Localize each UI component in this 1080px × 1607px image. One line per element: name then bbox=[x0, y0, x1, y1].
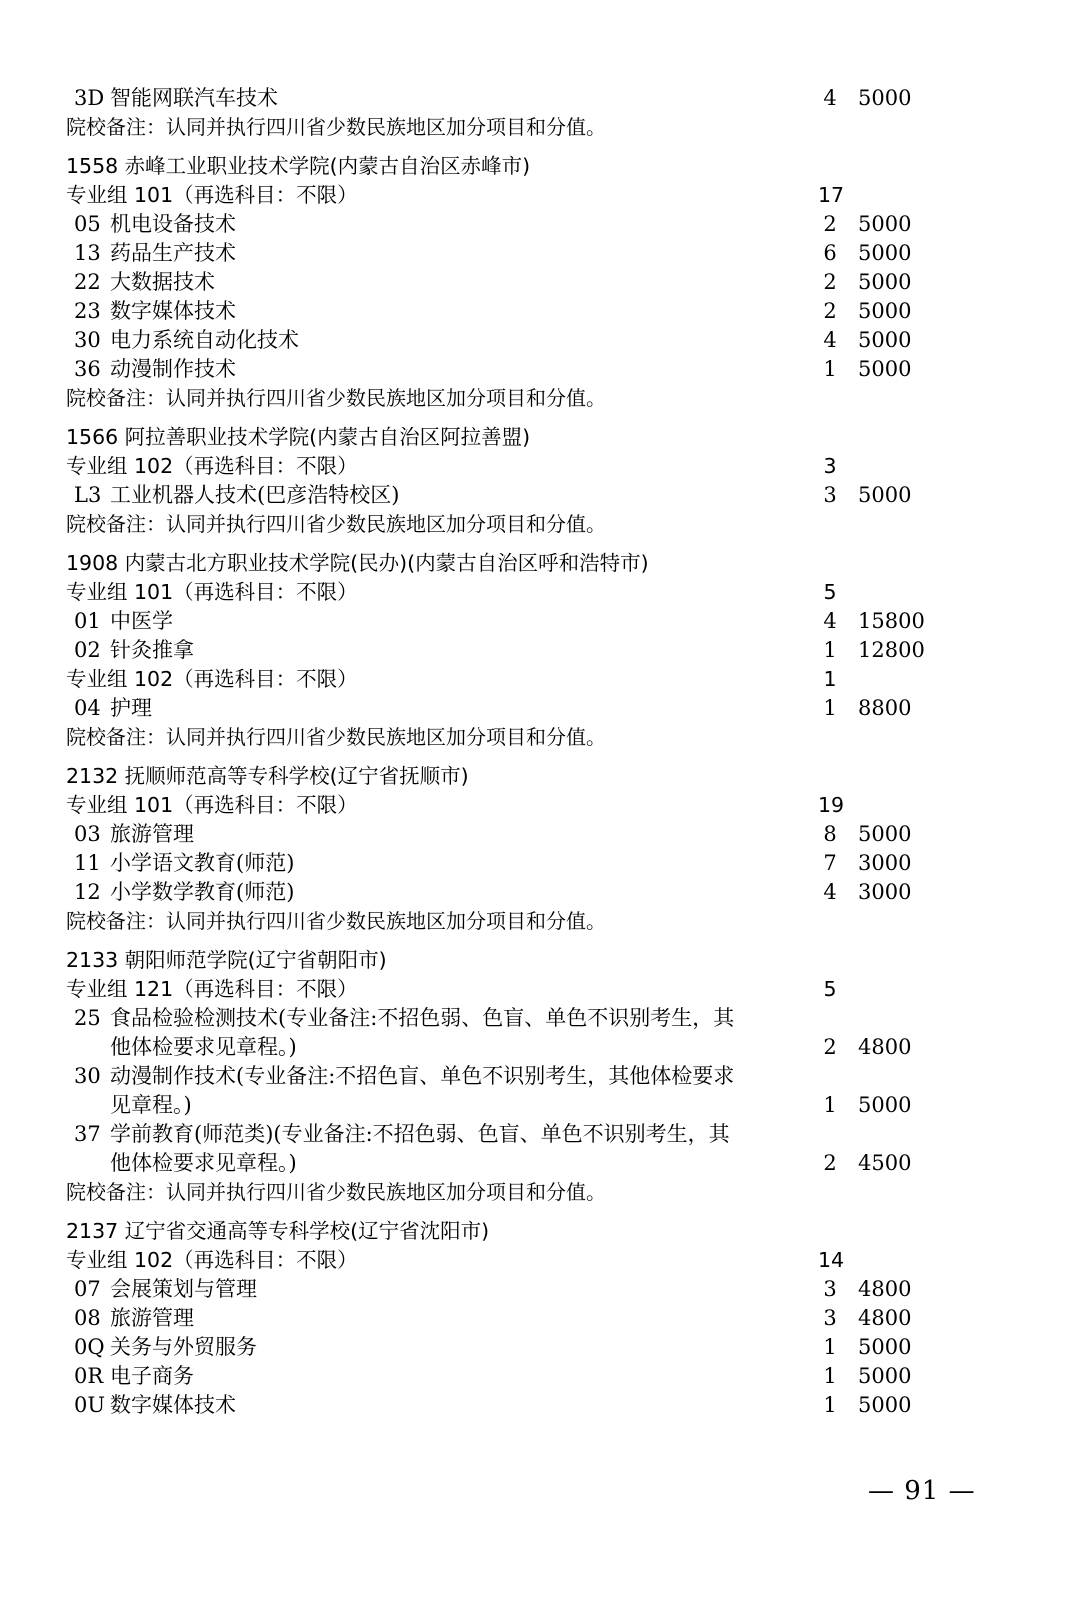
major-name: 学前教育(师范类)(专业备注:不招色弱、色盲、单色不识别考生，其他体检要求见章程。) bbox=[110, 1122, 730, 1175]
major-count: 3 bbox=[823, 1277, 837, 1301]
major-count: 2 bbox=[823, 1035, 837, 1059]
group-label: 专业组 101（再选科目：不限） bbox=[66, 580, 358, 604]
major-code: 07 bbox=[74, 1277, 101, 1301]
major-fee: 4800 bbox=[858, 1035, 912, 1059]
group-label: 专业组 102（再选科目：不限） bbox=[66, 1248, 358, 1272]
major-group-header bbox=[66, 1246, 966, 1275]
major-name: 动漫制作技术(专业备注:不招色盲、单色不识别考生，其他体检要求见章程。) bbox=[110, 1064, 735, 1117]
school-list bbox=[66, 152, 966, 1420]
major-row bbox=[66, 694, 966, 723]
major-group-header bbox=[66, 665, 966, 694]
major-row bbox=[66, 820, 966, 849]
major-fee: 3000 bbox=[858, 880, 912, 904]
major-code: 0R bbox=[74, 1364, 104, 1388]
school-block bbox=[66, 1217, 966, 1420]
major-fee: 4800 bbox=[858, 1306, 912, 1330]
group-total: 5 bbox=[823, 977, 837, 1001]
major-row bbox=[66, 1391, 966, 1420]
school-title: 1908 内蒙古北方职业技术学院(民办)(内蒙古自治区呼和浩特市) bbox=[66, 551, 649, 575]
school-block bbox=[66, 549, 966, 752]
major-code: 22 bbox=[74, 270, 101, 294]
admission-listing bbox=[66, 84, 966, 1420]
major-code: 0U bbox=[74, 1393, 106, 1417]
major-row bbox=[66, 355, 966, 384]
major-code: 23 bbox=[74, 299, 101, 323]
major-fee: 5000 bbox=[858, 86, 912, 110]
major-fee: 12800 bbox=[858, 638, 925, 662]
major-fee: 5000 bbox=[858, 212, 912, 236]
major-count: 6 bbox=[823, 241, 837, 265]
major-code: 3D bbox=[74, 86, 105, 110]
major-row bbox=[66, 849, 966, 878]
major-code: 08 bbox=[74, 1306, 101, 1330]
major-count: 1 bbox=[823, 1335, 837, 1359]
major-row bbox=[66, 1062, 966, 1120]
major-name: 食品检验检测技术(专业备注:不招色弱、色盲、单色不识别考生，其他体检要求见章程。) bbox=[110, 1006, 735, 1059]
major-count: 2 bbox=[823, 212, 837, 236]
school-title: 2133 朝阳师范学院(辽宁省朝阳市) bbox=[66, 948, 387, 972]
major-code: 05 bbox=[74, 212, 101, 236]
school-note: 院校备注：认同并执行四川省少数民族地区加分项目和分值。 bbox=[66, 725, 606, 749]
major-name: 中医学 bbox=[110, 609, 173, 633]
major-name: 小学数学教育(师范) bbox=[110, 880, 295, 904]
major-fee: 5000 bbox=[858, 241, 912, 265]
major-count: 4 bbox=[823, 609, 837, 633]
major-row bbox=[66, 268, 966, 297]
major-name: 电力系统自动化技术 bbox=[110, 328, 299, 352]
major-name: 旅游管理 bbox=[110, 822, 194, 846]
major-fee: 8800 bbox=[858, 696, 912, 720]
major-count: 1 bbox=[823, 696, 837, 720]
major-name: 药品生产技术 bbox=[110, 241, 236, 265]
major-code: 02 bbox=[74, 638, 101, 662]
major-row bbox=[66, 326, 966, 355]
major-code: 04 bbox=[74, 696, 101, 720]
major-fee: 5000 bbox=[858, 1393, 912, 1417]
major-name: 关务与外贸服务 bbox=[110, 1335, 257, 1359]
school-note: 院校备注：认同并执行四川省少数民族地区加分项目和分值。 bbox=[66, 115, 606, 139]
major-count: 4 bbox=[823, 328, 837, 352]
major-name: 旅游管理 bbox=[110, 1306, 194, 1330]
school-title: 1558 赤峰工业职业技术学院(内蒙古自治区赤峰市) bbox=[66, 154, 531, 178]
major-fee: 5000 bbox=[858, 357, 912, 381]
school-title: 1566 阿拉善职业技术学院(内蒙古自治区阿拉善盟) bbox=[66, 425, 531, 449]
major-fee: 5000 bbox=[858, 328, 912, 352]
major-name: 工业机器人技术(巴彦浩特校区) bbox=[110, 483, 400, 507]
school-block bbox=[66, 423, 966, 539]
group-label: 专业组 101（再选科目：不限） bbox=[66, 793, 358, 817]
major-code: 01 bbox=[74, 609, 101, 633]
group-total: 17 bbox=[818, 183, 845, 207]
group-total: 3 bbox=[823, 454, 837, 478]
major-fee: 5000 bbox=[858, 1093, 912, 1117]
major-code: 13 bbox=[74, 241, 101, 265]
major-fee: 4800 bbox=[858, 1277, 912, 1301]
group-total: 5 bbox=[823, 580, 837, 604]
major-code: 36 bbox=[74, 357, 101, 381]
major-row bbox=[66, 1275, 966, 1304]
major-code: 30 bbox=[74, 1064, 101, 1088]
major-name: 针灸推拿 bbox=[110, 638, 194, 662]
major-count: 1 bbox=[823, 357, 837, 381]
major-name: 数字媒体技术 bbox=[110, 299, 236, 323]
major-row bbox=[66, 636, 966, 665]
major-fee: 5000 bbox=[858, 270, 912, 294]
school-block bbox=[66, 946, 966, 1207]
major-name: 数字媒体技术 bbox=[110, 1393, 236, 1417]
major-code: 37 bbox=[74, 1122, 101, 1146]
major-row bbox=[66, 878, 966, 907]
major-count: 1 bbox=[823, 1364, 837, 1388]
major-count: 4 bbox=[823, 86, 837, 110]
major-count: 4 bbox=[823, 880, 837, 904]
major-row bbox=[66, 481, 966, 510]
major-name: 护理 bbox=[110, 696, 152, 720]
group-label: 专业组 121（再选科目：不限） bbox=[66, 977, 358, 1001]
major-row bbox=[66, 210, 966, 239]
major-count: 8 bbox=[823, 822, 837, 846]
school-note: 院校备注：认同并执行四川省少数民族地区加分项目和分值。 bbox=[66, 1180, 606, 1204]
group-total: 1 bbox=[823, 667, 837, 691]
major-count: 1 bbox=[823, 1093, 837, 1117]
major-row bbox=[66, 1362, 966, 1391]
major-code: 25 bbox=[74, 1006, 101, 1030]
major-fee: 15800 bbox=[858, 609, 925, 633]
major-row bbox=[66, 239, 966, 268]
school-title: 2132 抚顺师范高等专科学校(辽宁省抚顺市) bbox=[66, 764, 469, 788]
major-code: 30 bbox=[74, 328, 101, 352]
major-count: 3 bbox=[823, 483, 837, 507]
major-name: 机电设备技术 bbox=[110, 212, 236, 236]
major-name: 智能网联汽车技术 bbox=[110, 86, 278, 110]
major-name: 会展策划与管理 bbox=[110, 1277, 257, 1301]
major-row bbox=[66, 84, 966, 113]
school-note: 院校备注：认同并执行四川省少数民族地区加分项目和分值。 bbox=[66, 386, 606, 410]
major-group-header bbox=[66, 452, 966, 481]
major-row bbox=[66, 1004, 966, 1062]
school-block bbox=[66, 762, 966, 936]
major-code: 12 bbox=[74, 880, 101, 904]
major-row bbox=[66, 607, 966, 636]
group-total: 14 bbox=[818, 1248, 845, 1272]
major-count: 1 bbox=[823, 638, 837, 662]
major-group-header bbox=[66, 181, 966, 210]
major-row bbox=[66, 1120, 966, 1178]
major-row bbox=[66, 1333, 966, 1362]
school-note: 院校备注：认同并执行四川省少数民族地区加分项目和分值。 bbox=[66, 909, 606, 933]
major-fee: 5000 bbox=[858, 1364, 912, 1388]
group-label: 专业组 101（再选科目：不限） bbox=[66, 183, 358, 207]
major-count: 2 bbox=[823, 270, 837, 294]
major-fee: 3000 bbox=[858, 851, 912, 875]
school-note: 院校备注：认同并执行四川省少数民族地区加分项目和分值。 bbox=[66, 512, 606, 536]
group-label: 专业组 102（再选科目：不限） bbox=[66, 454, 358, 478]
major-code: 0Q bbox=[74, 1335, 105, 1359]
school-block bbox=[66, 152, 966, 413]
major-group-header bbox=[66, 791, 966, 820]
major-name: 动漫制作技术 bbox=[110, 357, 236, 381]
major-count: 7 bbox=[823, 851, 837, 875]
major-name: 大数据技术 bbox=[110, 270, 215, 294]
major-code: 11 bbox=[74, 851, 101, 875]
major-row bbox=[66, 1304, 966, 1333]
major-fee: 5000 bbox=[858, 822, 912, 846]
major-count: 2 bbox=[823, 299, 837, 323]
major-group-header bbox=[66, 975, 966, 1004]
major-name: 小学语文教育(师范) bbox=[110, 851, 295, 875]
group-total: 19 bbox=[818, 793, 845, 817]
major-count: 1 bbox=[823, 1393, 837, 1417]
school-title: 2137 辽宁省交通高等专科学校(辽宁省沈阳市) bbox=[66, 1219, 490, 1243]
major-row bbox=[66, 297, 966, 326]
group-label: 专业组 102（再选科目：不限） bbox=[66, 667, 358, 691]
major-count: 3 bbox=[823, 1306, 837, 1330]
major-name: 电子商务 bbox=[110, 1364, 194, 1388]
major-count: 2 bbox=[823, 1151, 837, 1175]
major-fee: 4500 bbox=[858, 1151, 912, 1175]
major-code: L3 bbox=[74, 483, 102, 507]
major-fee: 5000 bbox=[858, 483, 912, 507]
major-group-header bbox=[66, 578, 966, 607]
page-number: — 91 — bbox=[868, 1476, 976, 1506]
major-fee: 5000 bbox=[858, 1335, 912, 1359]
major-code: 03 bbox=[74, 822, 101, 846]
major-fee: 5000 bbox=[858, 299, 912, 323]
